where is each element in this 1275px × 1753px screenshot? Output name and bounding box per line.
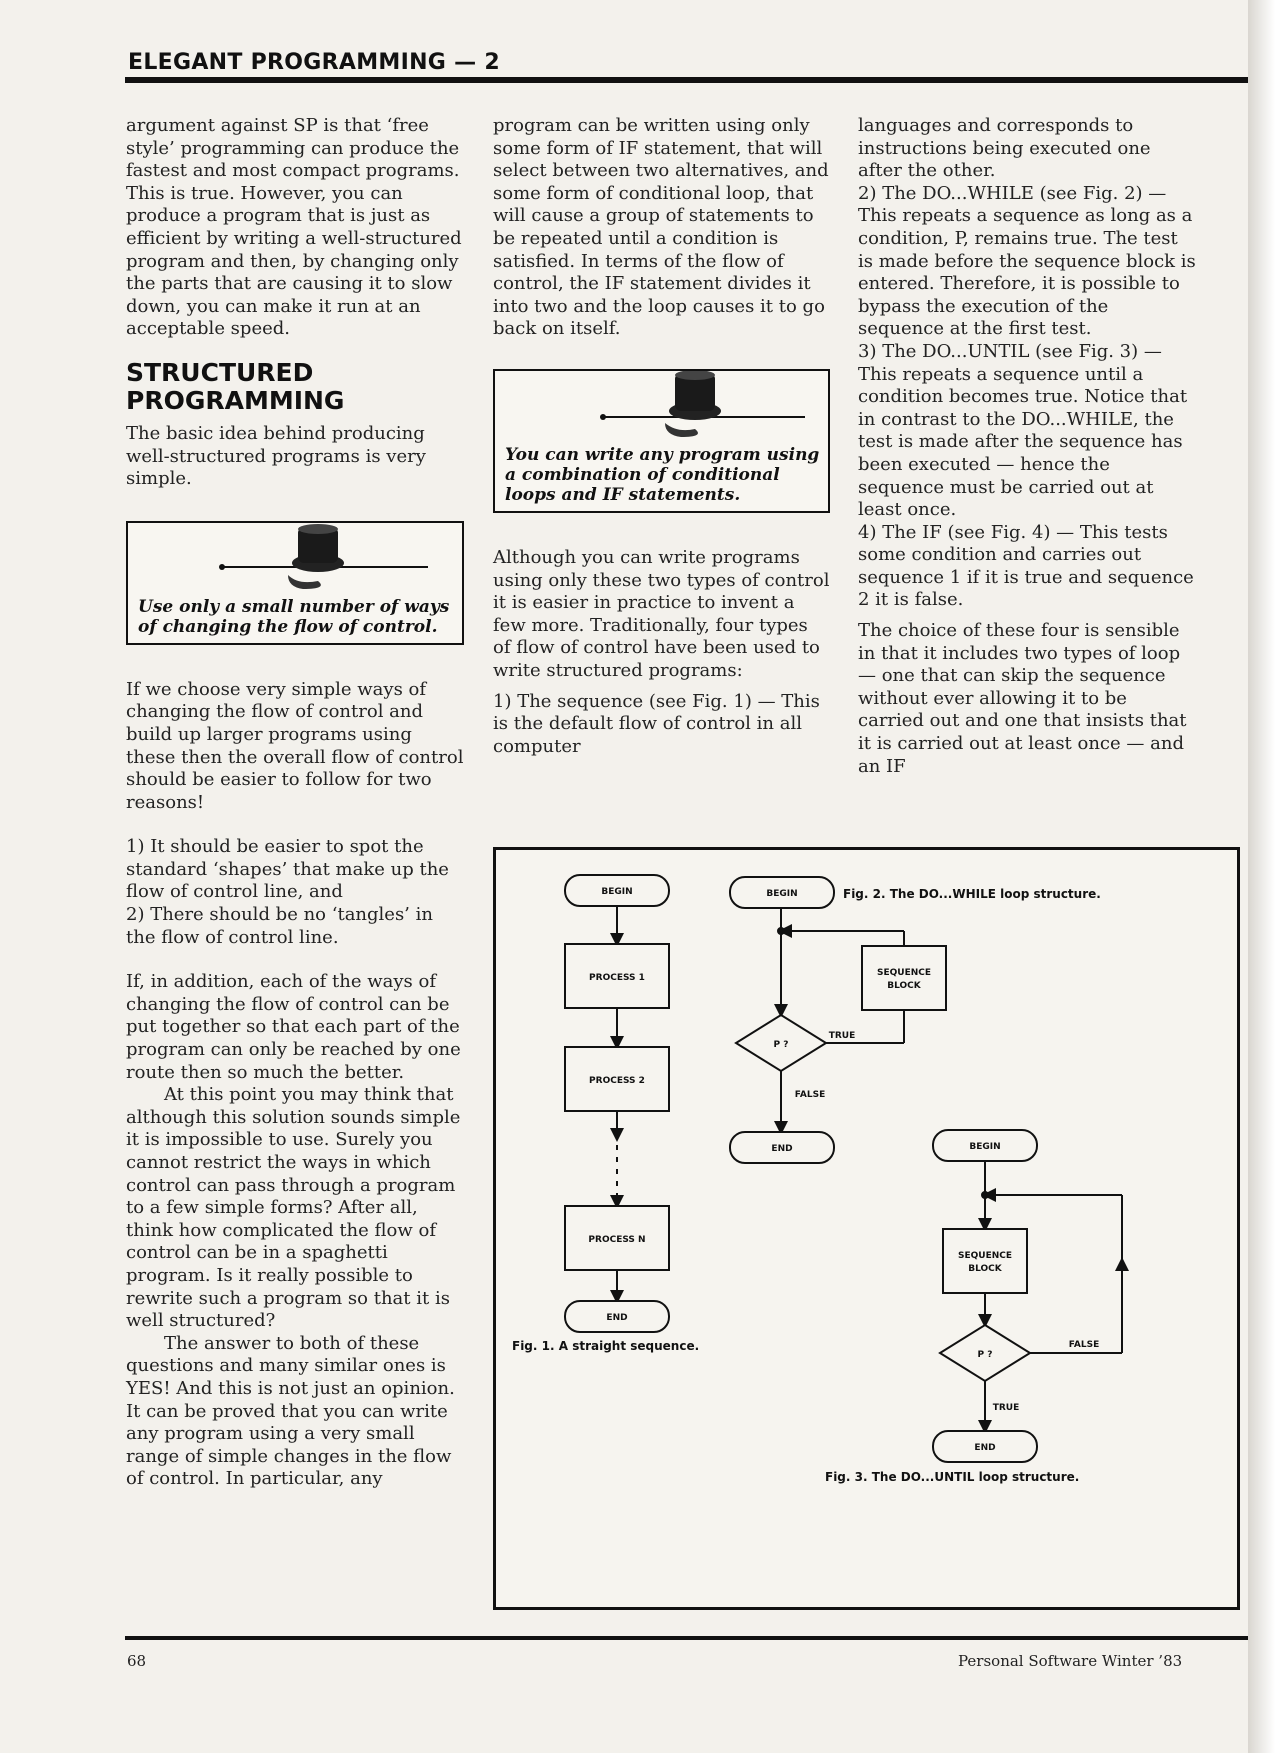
col1-paragraph: If we choose very simple ways of changing the flow of control and build up larger programs using these then the overall flow of control should be easier to follow for two reasons! xyxy=(126,678,464,813)
flowchart-svg xyxy=(496,850,1237,1607)
col1-paragraph: 1) It should be easier to spot the standard ‘shapes’ that make up the flow of control line, and xyxy=(126,836,449,903)
running-header: ELEGANT PROGRAMMING — 2 xyxy=(128,50,500,75)
col3-paragraph: 2) The DO...WHILE (see Fig. 2) — This repeats a sequence as long as a condition, P, remains true. The test is made before the sequence block is entered. Therefore, it is possible to bypass the execution of the sequence at the first test. xyxy=(858,182,1196,340)
fig2-condition-label: P ? xyxy=(773,1040,789,1050)
fig2-sequence-block xyxy=(862,946,946,1010)
fig1-end-label: END xyxy=(606,1313,628,1323)
pull-quote-text: Use only a small number of ways of changing the flow of control. xyxy=(138,596,450,637)
fig1-process-1-label: PROCESS 1 xyxy=(589,973,645,983)
fig2-caption: Fig. 2. The DO...WHILE loop structure. xyxy=(843,887,1101,901)
fig3-true-label: TRUE xyxy=(992,1403,1020,1413)
page-number: 68 xyxy=(127,1652,147,1670)
header-rule xyxy=(125,77,1248,83)
fig3-condition-label: P ? xyxy=(977,1350,993,1360)
column-2 xyxy=(493,115,830,774)
fig1-begin-label: BEGIN xyxy=(601,887,633,897)
pull-quote-box xyxy=(493,369,830,513)
fig3-sequence-label-2: BLOCK xyxy=(968,1264,1002,1274)
col3-paragraph: 4) The IF (see Fig. 4) — This tests some condition and carries out sequence 1 if it is true and sequence 2 it is false. xyxy=(858,521,1194,611)
col3-paragraph: 3) The DO...UNTIL (see Fig. 3) — This repeats a sequence until a condition becomes true. Notice that in contrast to the DO...WHILE, the test is made after the sequence has been executed — hence the sequence must be carried out at least once. xyxy=(858,340,1188,521)
col1-paragraph: The basic idea behind producing well-structured programs is very simple. xyxy=(126,422,426,490)
col3-paragraph: The choice of these four is sensible in that it includes two types of loop — one that can skip the sequence without ever allowing it to be carried out and one that insists that it is carried out at least once — and an IF xyxy=(858,620,1187,777)
fig2-end-label: END xyxy=(771,1144,793,1154)
page-edge-shadow xyxy=(1248,0,1275,1753)
column-1 xyxy=(126,115,464,1491)
fig3-sequence-block xyxy=(943,1229,1027,1293)
flowchart-figures xyxy=(493,847,1240,1610)
top-hat-cane-illustration xyxy=(495,371,828,445)
fig2-sequence-label-2: BLOCK xyxy=(887,981,921,991)
col2-paragraph: 1) The sequence (see Fig. 1) — This is the default flow of control in all computer xyxy=(493,690,820,757)
fig1-process-2-label: PROCESS 2 xyxy=(589,1076,645,1086)
fig2-begin-label: BEGIN xyxy=(766,889,798,899)
fig2-true-label: TRUE xyxy=(828,1031,856,1041)
fig3-false-label: FALSE xyxy=(1068,1340,1100,1350)
col2-paragraph: program can be written using only some form of IF statement, that will select between two alternatives, and some form of conditional loop, that will cause a group of statements to be repeated until a condition is satisfied. In terms of the flow of control, the IF statement divides it into two and the loop causes it to go back on itself. xyxy=(493,115,829,340)
fig2-sequence-label-1: SEQUENCE xyxy=(876,968,932,978)
top-hat-cane-illustration xyxy=(128,523,462,597)
fig1-process-n-label: PROCESS N xyxy=(588,1235,646,1245)
footer-rule xyxy=(125,1636,1248,1640)
fig3-begin-label: BEGIN xyxy=(969,1142,1001,1152)
pull-quote-text: You can write any program using a combination of conditional loops and IF statements. xyxy=(505,444,820,505)
fig3-caption: Fig. 3. The DO...UNTIL loop structure. xyxy=(825,1470,1080,1484)
col1-paragraph: If, in addition, each of the ways of changing the flow of control can be put together so that each part of the program can only be reached by one route then so much the better. xyxy=(126,971,461,1083)
col2-paragraph: Although you can write programs using only these two types of control it is easier in practice to invent a few more. Traditionally, four types of flow of control have been used to write structured programs: xyxy=(493,546,830,681)
publication-credit: Personal Software Winter ’83 xyxy=(958,1652,1183,1670)
col1-paragraph: 2) There should be no ‘tangles’ in the flow of control line. xyxy=(126,904,433,948)
col1-paragraph: The answer to both of these questions and many similar ones is YES! And this is not just an opinion. It can be proved that you can write any program using a very small range of simple changes in the flow of control. In particular, any xyxy=(126,1332,455,1490)
fig3-sequence-label-1: SEQUENCE xyxy=(957,1251,1013,1261)
fig1-caption: Fig. 1. A straight sequence. xyxy=(512,1339,700,1353)
fig3-end-label: END xyxy=(974,1443,996,1453)
pull-quote-box xyxy=(126,521,464,645)
col1-paragraph: At this point you may think that although this solution sounds simple it is impossible to use. Surely you cannot restrict the ways in which control can pass through a program to a few simple forms? After all, think how complicated the flow of control can be in a spaghetti program. Is it really possible to rewrite such a program so that it is well structured? xyxy=(126,1084,461,1332)
col1-paragraph: argument against SP is that ‘free style’ programming can produce the fastest and most compact programs. This is true. However, you can produce a program that is just as efficient by writing a well-structured program and then, by changing only the parts that are causing it to slow down, you can make it run at an acceptable speed. xyxy=(126,115,462,340)
fig2-false-label: FALSE xyxy=(794,1090,826,1100)
section-heading: STRUCTURED PROGRAMMING xyxy=(126,357,345,415)
col3-paragraph: languages and corresponds to instructions being executed one after the other. xyxy=(858,115,1151,182)
column-3 xyxy=(858,115,1196,794)
